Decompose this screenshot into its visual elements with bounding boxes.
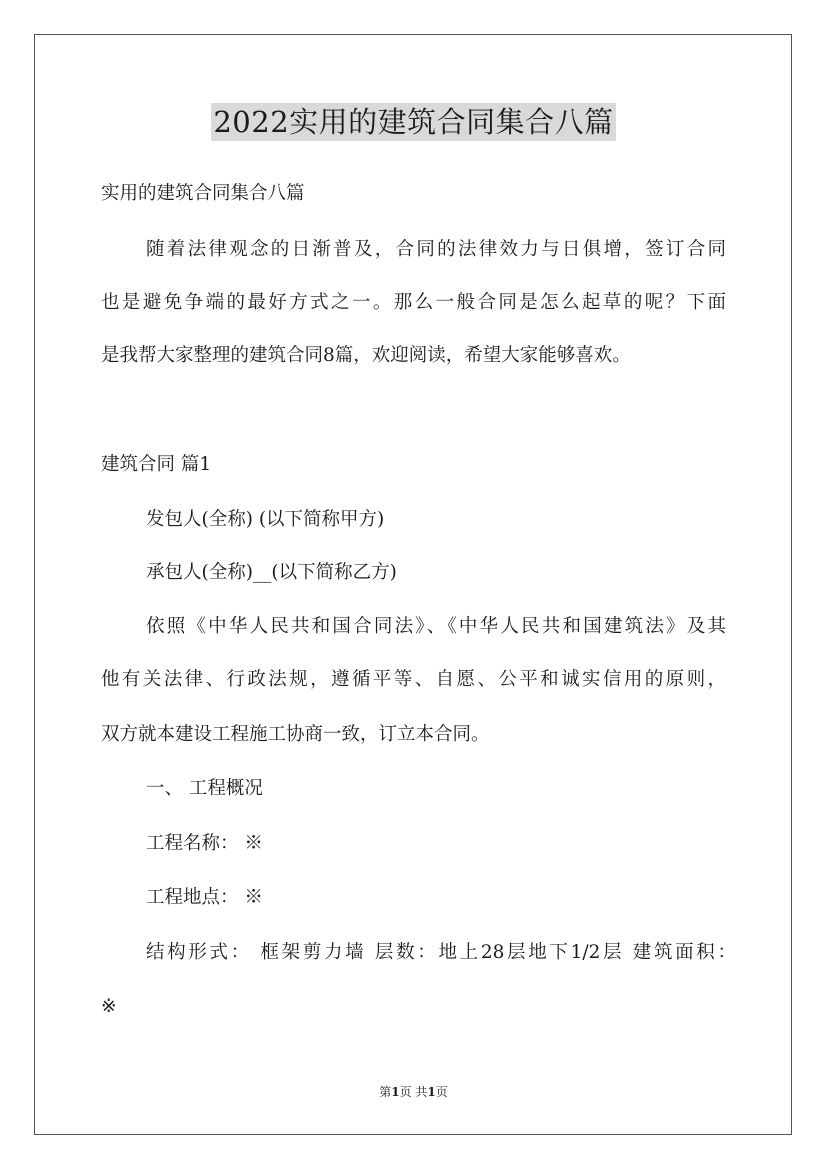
footer-page-total: 1 xyxy=(427,1085,436,1099)
structure-continuation: ※ xyxy=(101,996,117,1017)
footer-middle: 页 共 xyxy=(399,1085,428,1099)
project-name-line: 工程名称： ※ xyxy=(146,833,263,854)
footer-page-number: 1 xyxy=(391,1085,400,1099)
intro-line-3: 是我帮大家整理的建筑合同8篇，欢迎阅读，希望大家能够喜欢。 xyxy=(101,345,631,366)
footer-prefix: 第 xyxy=(379,1085,392,1099)
document-subtitle: 实用的建筑合同集合八篇 xyxy=(101,183,305,204)
intro-line-1: 随着法律观念的日渐普及，合同的法律效力与日俱增，签订合同 xyxy=(146,239,726,260)
project-location-line: 工程地点： ※ xyxy=(146,887,263,908)
party-a-line: 发包人(全称) (以下简称甲方) xyxy=(146,509,385,530)
basis-line-3: 双方就本建设工程施工协商一致，订立本合同。 xyxy=(101,724,490,745)
intro-line-2: 也是避免争端的最好方式之一。那么一般合同是怎么起草的呢？下面 xyxy=(101,292,726,313)
party-b-line: 承包人(全称)__(以下简称乙方) xyxy=(146,562,397,583)
basis-line-1: 依照《中华人民共和国合同法》、《中华人民共和国建筑法》及其 xyxy=(146,616,726,637)
basis-line-2: 他有关法律、行政法规，遵循平等、自愿、公平和诚实信用的原则， xyxy=(101,669,726,690)
section-heading: 建筑合同 篇1 xyxy=(101,454,212,475)
footer-suffix: 页 xyxy=(435,1085,448,1099)
structure-line: 结构形式： 框架剪力墙 层数：地上28层地下1/2层 建筑面积： xyxy=(146,942,736,963)
title-container xyxy=(0,103,827,141)
page-footer xyxy=(0,1083,827,1100)
document-title: 2022实用的建筑合同集合八篇 xyxy=(213,105,614,139)
clause-heading: 一、 工程概况 xyxy=(146,778,263,799)
